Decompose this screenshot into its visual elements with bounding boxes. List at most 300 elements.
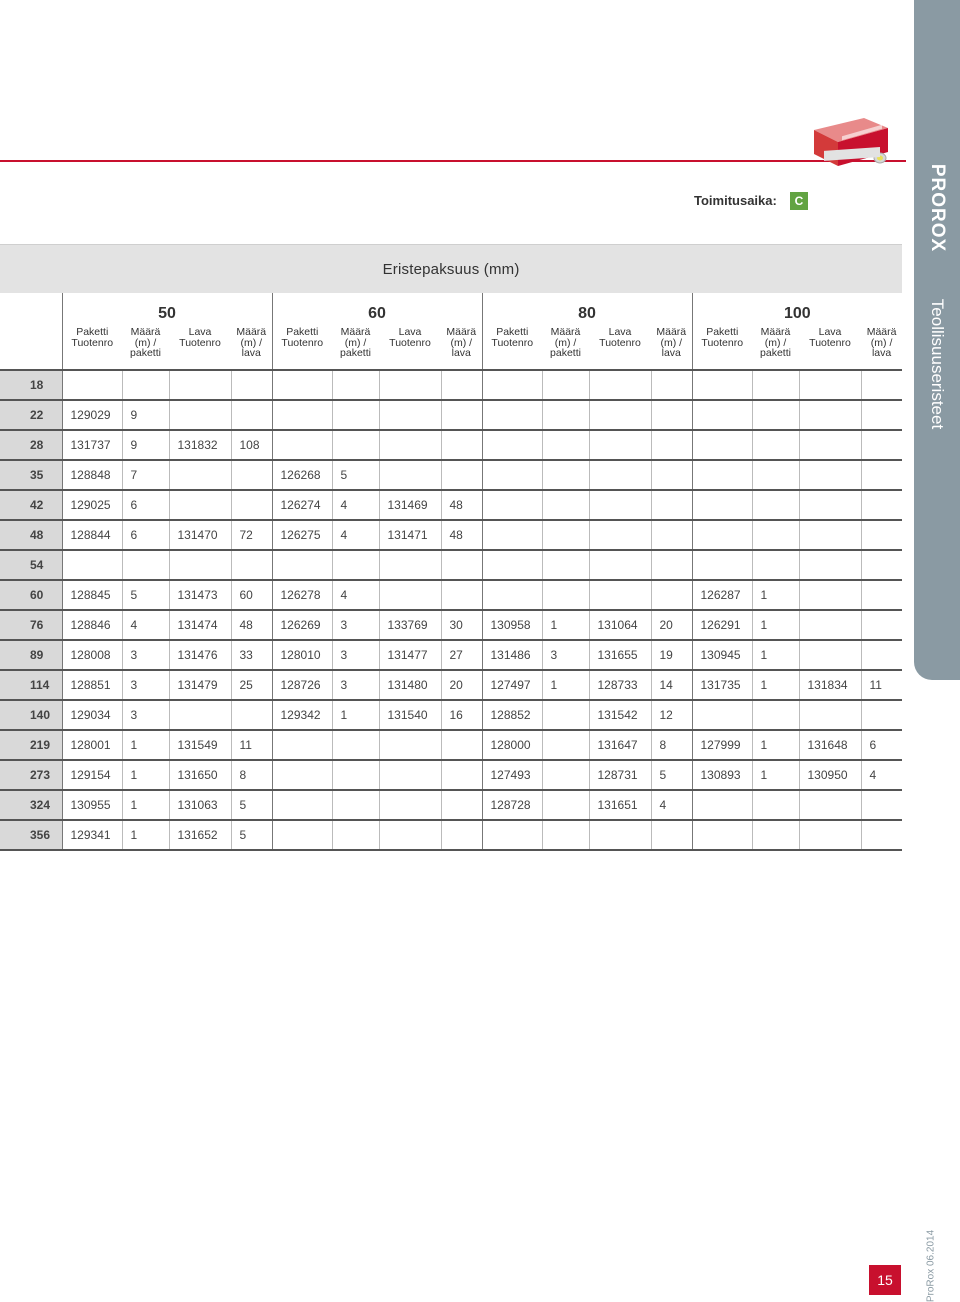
table-cell (799, 610, 861, 640)
table-cell (799, 460, 861, 490)
table-row (0, 550, 902, 580)
header-line: lava (661, 347, 681, 359)
pallet-product-number-header (799, 325, 861, 370)
table-cell (542, 580, 589, 610)
table-title: Eristepaksuus (mm) (0, 245, 902, 294)
table-cell: 33 (231, 640, 272, 670)
thickness-group-100: 100 (692, 293, 902, 325)
table-cell (861, 580, 902, 610)
table-cell: 131651 (589, 790, 651, 820)
table-cell (861, 400, 902, 430)
table-cell (692, 370, 752, 400)
table-cell: 127999 (692, 730, 752, 760)
table-cell: 128008 (62, 640, 122, 670)
table-cell: 128852 (482, 700, 542, 730)
row-diameter-label: 28 (0, 430, 62, 460)
table-cell: 3 (542, 640, 589, 670)
quantity-per-package-header (332, 325, 379, 370)
header-corner-empty (0, 325, 62, 370)
header-line: paketti (130, 347, 161, 359)
table-cell (542, 550, 589, 580)
table-cell (441, 790, 482, 820)
header-line: Määrä (656, 326, 687, 338)
thickness-group-60: 60 (272, 293, 482, 325)
table-cell: 128733 (589, 670, 651, 700)
header-line: (m) / (450, 336, 473, 349)
table-cell (482, 460, 542, 490)
header-line: paketti (550, 347, 581, 359)
table-cell (441, 760, 482, 790)
table-cell (651, 820, 692, 850)
header-line: Lava (398, 326, 422, 338)
header-line: Lava (188, 326, 212, 338)
row-diameter-label: 48 (0, 520, 62, 550)
table-cell (441, 400, 482, 430)
table-cell (651, 370, 692, 400)
table-cell (692, 430, 752, 460)
table-cell: 3 (122, 700, 169, 730)
table-cell (861, 370, 902, 400)
table-cell: 5 (651, 760, 692, 790)
pallet-product-number-header (169, 325, 231, 370)
table-cell (332, 400, 379, 430)
header-line: Tuotenro (71, 336, 114, 349)
header-line: Tuotenro (389, 336, 431, 349)
table-cell: 129342 (272, 700, 332, 730)
table-cell: 128845 (62, 580, 122, 610)
table-cell: 20 (651, 610, 692, 640)
quantity-per-pallet-header (231, 325, 272, 370)
table-cell (482, 490, 542, 520)
table-cell (272, 820, 332, 850)
table-cell (799, 550, 861, 580)
table-cell (62, 550, 122, 580)
table-cell (752, 820, 799, 850)
table-cell (379, 760, 441, 790)
header-line: Määrä (760, 326, 791, 338)
product-table (0, 244, 902, 851)
package-product-number-header (692, 325, 752, 370)
header-line: Tuotenro (179, 336, 221, 349)
table-row (0, 670, 902, 700)
table-cell (441, 430, 482, 460)
table-cell: 129154 (62, 760, 122, 790)
row-diameter-label: 89 (0, 640, 62, 670)
table-cell (482, 400, 542, 430)
table-cell: 48 (231, 610, 272, 640)
table-cell: 3 (332, 670, 379, 700)
table-cell (272, 760, 332, 790)
table-cell: 1 (542, 610, 589, 640)
table-row (0, 460, 902, 490)
product-package-image (808, 114, 894, 174)
table-cell: 129029 (62, 400, 122, 430)
table-cell (122, 370, 169, 400)
table-cell (861, 550, 902, 580)
quantity-per-pallet-header (651, 325, 692, 370)
table-cell (651, 430, 692, 460)
table-cell (482, 550, 542, 580)
table-cell: 131735 (692, 670, 752, 700)
table-cell (542, 400, 589, 430)
table-cell: 48 (441, 520, 482, 550)
table-cell: 131650 (169, 760, 231, 790)
table-cell (589, 400, 651, 430)
table-cell: 12 (651, 700, 692, 730)
table-cell (752, 520, 799, 550)
table-cell (861, 610, 902, 640)
top-divider-line (0, 160, 906, 162)
table-cell: 1 (122, 730, 169, 760)
table-cell: 131469 (379, 490, 441, 520)
table-cell: 11 (231, 730, 272, 760)
table-cell (379, 550, 441, 580)
table-cell (651, 460, 692, 490)
table-cell (752, 400, 799, 430)
table-cell: 20 (441, 670, 482, 700)
table-cell (589, 580, 651, 610)
table-cell: 128728 (482, 790, 542, 820)
table-cell (332, 370, 379, 400)
sidebar-category: Teollisuuseristeet (928, 298, 947, 430)
table-cell: 131477 (379, 640, 441, 670)
row-diameter-label: 54 (0, 550, 62, 580)
table-cell (379, 370, 441, 400)
table-row (0, 790, 902, 820)
table-cell (692, 550, 752, 580)
table-cell: 4 (332, 520, 379, 550)
document-version: ProRox 06.2014 (925, 1229, 937, 1302)
table-cell: 127493 (482, 760, 542, 790)
table-cell: 1 (122, 820, 169, 850)
table-cell (441, 580, 482, 610)
table-cell: 6 (122, 520, 169, 550)
table-cell: 108 (231, 430, 272, 460)
table-cell: 126275 (272, 520, 332, 550)
table-cell: 128000 (482, 730, 542, 760)
table-cell: 126278 (272, 580, 332, 610)
table-cell: 1 (752, 580, 799, 610)
table-cell (441, 820, 482, 850)
table-cell: 1 (542, 670, 589, 700)
table-cell: 6 (122, 490, 169, 520)
table-cell (332, 790, 379, 820)
table-cell (861, 820, 902, 850)
table-cell (589, 490, 651, 520)
table-cell: 131737 (62, 430, 122, 460)
table-cell: 129034 (62, 700, 122, 730)
pallet-product-number-header (589, 325, 651, 370)
table-cell (752, 490, 799, 520)
product-table-container (0, 244, 902, 851)
table-row (0, 610, 902, 640)
table-cell (799, 370, 861, 400)
header-line: (m) / (764, 336, 787, 349)
table-row (0, 520, 902, 550)
table-cell (332, 550, 379, 580)
table-cell: 5 (231, 790, 272, 820)
table-cell: 131479 (169, 670, 231, 700)
table-cell (441, 370, 482, 400)
table-cell: 3 (332, 640, 379, 670)
header-line: Määrä (446, 326, 477, 338)
table-cell (332, 820, 379, 850)
row-diameter-label: 18 (0, 370, 62, 400)
table-cell (651, 550, 692, 580)
group-corner-empty (0, 293, 62, 325)
table-cell: 126287 (692, 580, 752, 610)
table-row (0, 820, 902, 850)
table-cell (441, 550, 482, 580)
table-cell: 6 (861, 730, 902, 760)
table-cell: 131476 (169, 640, 231, 670)
table-cell (651, 580, 692, 610)
table-cell: 8 (651, 730, 692, 760)
table-cell: 126269 (272, 610, 332, 640)
table-cell: 3 (122, 640, 169, 670)
header-line: Paketti (286, 326, 319, 338)
header-line: (m) / (870, 336, 893, 349)
header-line: Lava (608, 326, 632, 338)
table-cell: 131471 (379, 520, 441, 550)
table-cell (589, 430, 651, 460)
table-cell (861, 790, 902, 820)
table-cell (231, 400, 272, 430)
row-diameter-label: 76 (0, 610, 62, 640)
table-cell (482, 580, 542, 610)
table-cell: 5 (231, 820, 272, 850)
table-cell (692, 400, 752, 430)
header-line: Määrä (340, 326, 371, 338)
table-cell (542, 370, 589, 400)
table-cell (692, 460, 752, 490)
table-cell: 131063 (169, 790, 231, 820)
table-cell: 126274 (272, 490, 332, 520)
table-cell: 131655 (589, 640, 651, 670)
table-cell: 8 (231, 760, 272, 790)
table-cell (752, 550, 799, 580)
table-cell: 128848 (62, 460, 122, 490)
table-row (0, 730, 902, 760)
table-cell (231, 460, 272, 490)
table-cell: 1 (122, 760, 169, 790)
table-cell: 1 (752, 760, 799, 790)
table-cell: 72 (231, 520, 272, 550)
table-cell (542, 760, 589, 790)
row-diameter-label: 356 (0, 820, 62, 850)
row-diameter-label: 60 (0, 580, 62, 610)
table-cell: 4 (861, 760, 902, 790)
table-cell (692, 490, 752, 520)
table-cell: 9 (122, 400, 169, 430)
table-row (0, 370, 902, 400)
table-cell: 48 (441, 490, 482, 520)
header-line: Paketti (496, 326, 529, 338)
table-cell (272, 430, 332, 460)
table-cell (752, 790, 799, 820)
thickness-group-80: 80 (482, 293, 692, 325)
table-cell: 131473 (169, 580, 231, 610)
table-cell: 128731 (589, 760, 651, 790)
table-cell (482, 430, 542, 460)
table-cell (542, 700, 589, 730)
table-cell: 131480 (379, 670, 441, 700)
table-cell (122, 550, 169, 580)
delivery-time-label: Toimitusaika: (694, 193, 777, 208)
table-cell (799, 400, 861, 430)
table-cell (379, 460, 441, 490)
row-diameter-label: 219 (0, 730, 62, 760)
row-diameter-label: 35 (0, 460, 62, 490)
quantity-per-pallet-header (441, 325, 482, 370)
table-cell: 131474 (169, 610, 231, 640)
header-line: paketti (340, 347, 371, 359)
table-cell (692, 520, 752, 550)
table-cell (231, 370, 272, 400)
header-line: (m) / (660, 336, 683, 349)
table-cell (752, 430, 799, 460)
table-cell: 128001 (62, 730, 122, 760)
table-cell (379, 400, 441, 430)
page-number: 15 (869, 1265, 901, 1295)
table-cell: 129025 (62, 490, 122, 520)
row-diameter-label: 22 (0, 400, 62, 430)
pallet-product-number-header (379, 325, 441, 370)
table-cell: 16 (441, 700, 482, 730)
table-cell: 1 (752, 670, 799, 700)
table-cell (379, 580, 441, 610)
table-cell: 131549 (169, 730, 231, 760)
header-line: (m) / (344, 336, 367, 349)
table-row (0, 400, 902, 430)
table-cell (169, 370, 231, 400)
header-line: Tuotenro (281, 336, 324, 349)
table-cell (542, 730, 589, 760)
thickness-group-50: 50 (62, 293, 272, 325)
table-cell (231, 490, 272, 520)
header-line: Tuotenro (491, 336, 534, 349)
table-cell (332, 430, 379, 460)
table-cell: 126291 (692, 610, 752, 640)
table-cell (482, 370, 542, 400)
table-cell (441, 730, 482, 760)
table-cell: 1 (752, 640, 799, 670)
table-cell: 5 (122, 580, 169, 610)
package-product-number-header (272, 325, 332, 370)
header-line: Tuotenro (809, 336, 851, 349)
table-cell (799, 430, 861, 460)
header-line: paketti (760, 347, 791, 359)
table-cell (169, 460, 231, 490)
table-cell (799, 490, 861, 520)
table-cell (272, 370, 332, 400)
table-cell (169, 400, 231, 430)
table-cell: 129341 (62, 820, 122, 850)
table-cell: 27 (441, 640, 482, 670)
table-cell: 131648 (799, 730, 861, 760)
table-cell (169, 700, 231, 730)
table-cell (589, 520, 651, 550)
table-cell (651, 490, 692, 520)
table-cell (379, 430, 441, 460)
quantity-per-pallet-header (861, 325, 902, 370)
table-cell (752, 700, 799, 730)
table-cell: 128846 (62, 610, 122, 640)
table-cell (379, 790, 441, 820)
table-cell: 131540 (379, 700, 441, 730)
table-cell (861, 640, 902, 670)
table-cell (231, 700, 272, 730)
table-cell: 131486 (482, 640, 542, 670)
row-diameter-label: 140 (0, 700, 62, 730)
table-cell (799, 520, 861, 550)
table-cell: 3 (332, 610, 379, 640)
table-cell: 1 (752, 610, 799, 640)
table-row (0, 490, 902, 520)
table-cell (799, 790, 861, 820)
table-cell: 11 (861, 670, 902, 700)
header-line: (m) / (134, 336, 157, 349)
table-cell (542, 460, 589, 490)
table-cell (651, 520, 692, 550)
table-cell: 4 (651, 790, 692, 820)
header-line: Paketti (706, 326, 739, 338)
table-cell (542, 490, 589, 520)
table-cell: 131832 (169, 430, 231, 460)
row-diameter-label: 273 (0, 760, 62, 790)
table-cell (799, 700, 861, 730)
table-cell: 131470 (169, 520, 231, 550)
header-line: (m) / (240, 336, 263, 349)
table-cell: 25 (231, 670, 272, 700)
table-cell (861, 490, 902, 520)
table-cell (272, 730, 332, 760)
table-row (0, 640, 902, 670)
table-cell: 19 (651, 640, 692, 670)
table-cell: 130945 (692, 640, 752, 670)
table-cell: 128844 (62, 520, 122, 550)
header-line: Määrä (866, 326, 897, 338)
table-cell (379, 730, 441, 760)
table-cell: 130893 (692, 760, 752, 790)
table-cell (692, 700, 752, 730)
table-cell (589, 550, 651, 580)
table-cell (542, 820, 589, 850)
package-product-number-header (482, 325, 542, 370)
table-cell (589, 460, 651, 490)
table-cell (482, 820, 542, 850)
header-line: Määrä (130, 326, 161, 338)
table-cell (272, 550, 332, 580)
table-cell (272, 790, 332, 820)
table-cell: 5 (332, 460, 379, 490)
table-cell: 127497 (482, 670, 542, 700)
package-product-number-header (62, 325, 122, 370)
table-cell (799, 820, 861, 850)
table-cell: 133769 (379, 610, 441, 640)
table-cell: 128010 (272, 640, 332, 670)
header-line: lava (451, 347, 471, 359)
table-cell (441, 460, 482, 490)
table-cell: 131542 (589, 700, 651, 730)
table-cell (332, 730, 379, 760)
table-cell: 4 (332, 490, 379, 520)
table-cell (542, 790, 589, 820)
table-cell: 3 (122, 670, 169, 700)
table-cell (752, 370, 799, 400)
table-cell (861, 520, 902, 550)
table-cell (272, 400, 332, 430)
